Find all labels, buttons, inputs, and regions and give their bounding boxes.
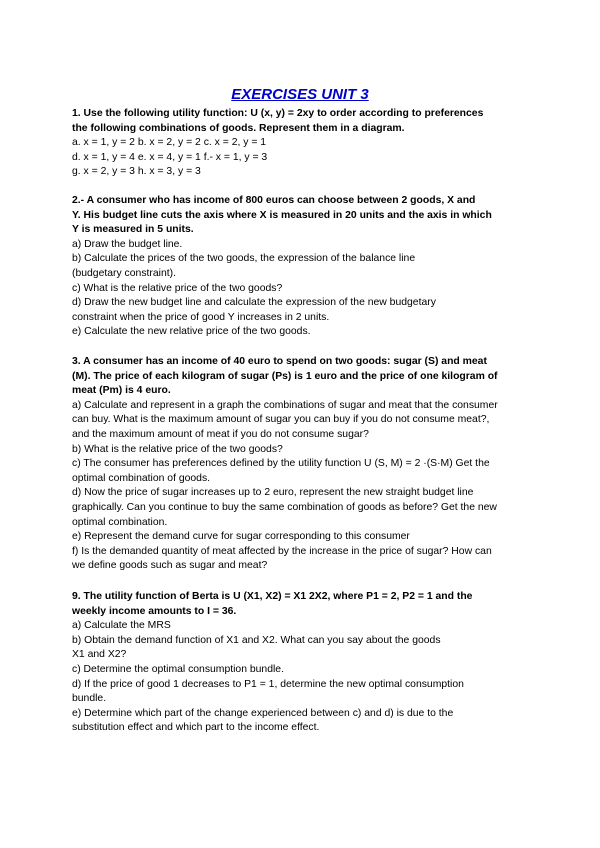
exercise-2-heading-line: 2.- A consumer who has income of 800 euros can choose between 2 goods, X and [72,195,476,206]
exercise-9-question-line: X1 and X2? [72,649,127,661]
exercise-1-heading-line: the following combinations of goods. Represent them in a diagram. [72,122,405,134]
exercise-2-heading-line: Y is measured in 5 units. [72,224,194,236]
exercise-3 [72,355,542,574]
exercise-2-question-line: a) Draw the budget line. [72,238,183,250]
exercise-9-question-line: c) Determine the optimal consumption bundle. [72,663,284,675]
exercise-2-question-line: (budgetary constraint). [72,267,176,279]
exercise-9-heading-line: weekly income amounts to I = 36. [72,605,237,617]
exercise-9-question-line: substitution effect and which part to the income effect. [72,722,320,734]
exercise-2-question-line: constraint when the price of good Y increases in 2 units. [72,311,330,323]
exercise-3-question-line: can buy. What is the maximum amount of sugar you can buy if you do not consume meat?, [72,414,490,426]
exercise-3-question-line: graphically. Can you continue to buy the same combination of goods as before? Get the new [72,501,497,513]
exercise-3-question-line: we define goods such as sugar and meat? [72,560,268,572]
exercise-1 [72,107,542,180]
exercise-9-question-line: bundle. [72,693,107,705]
exercise-2-question-line: b) Calculate the prices of the two goods, the expression of the balance line [72,253,416,265]
exercise-9-question-line: d) If the price of good 1 decreases to P1 = 1, determine the new optimal consumption [72,678,464,690]
exercise-3-question-line: b) What is the relative price of the two goods? [72,443,283,455]
exercise-3-question-line: d) Now the price of sugar increases up to 2 euro, represent the new straight budget line [72,487,474,499]
exercise-3-question-line: e) Represent the demand curve for sugar corresponding to this consumer [72,531,410,543]
exercise-3-heading-line: (M). The price of each kilogram of sugar (Ps) is 1 euro and the price of one kilogram of [72,370,498,382]
exercise-1-option-line: a. x = 1, y = 2 b. x = 2, y = 2 c. x = 2, y = 1 [72,137,267,149]
exercise-9-question-line: b) Obtain the demand function of X1 and X2. What can you say about the goods [72,634,441,646]
exercise-3-question-line: optimal combination. [72,516,168,528]
exercise-2 [72,194,542,340]
exercise-9 [72,590,542,736]
exercise-9-question-line: a) Calculate the MRS [72,620,171,632]
exercise-2-question-line: d) Draw the new budget line and calculate the expression of the new budgetary [72,297,436,309]
exercise-1-option-line: d. x = 1, y = 4 e. x = 4, y = 1 f.- x = 1, y = 3 [72,151,268,163]
exercise-1-option-line: g. x = 2, y = 3 h. x = 3, y = 3 [72,166,201,178]
exercise-2-question-line: c) What is the relative price of the two goods? [72,282,283,294]
exercise-1-heading-line: 1. Use the following utility function: U (x, y) = 2xy to order according to preferences [72,108,484,119]
exercise-3-question-line: optimal combination of goods. [72,472,211,484]
exercise-3-question-line: c) The consumer has preferences defined by the utility function U (S, M) = 2 ·(S·M) Get the [72,458,490,470]
page-title: EXERCISES UNIT 3 [231,86,369,103]
exercise-2-heading-line: Y. His budget line cuts the axis where X is measured in 20 units and the axis in which [72,209,492,221]
exercise-3-heading-line: 3. A consumer has an income of 40 euro to spend on two goods: sugar (S) and meat [72,356,487,367]
exercise-9-heading-line: 9. The utility function of Berta is U (X1, X2) = X1 2X2, where P1 = 2, P2 = 1 and the [72,591,473,602]
exercise-3-question-line: f) Is the demanded quantity of meat affected by the increase in the price of sugar? How can [72,545,492,557]
exercise-3-heading-line: meat (Pm) is 4 euro. [72,385,171,397]
exercise-9-question-line: e) Determine which part of the change experienced between c) and d) is due to the [72,707,454,719]
exercise-2-question-line: e) Calculate the new relative price of the two goods. [72,326,311,338]
exercise-3-question-line: and the maximum amount of meat if you do not consume sugar? [72,428,369,440]
exercise-3-question-line: a) Calculate and represent in a graph the combinations of sugar and meat that the consumer [72,399,498,411]
